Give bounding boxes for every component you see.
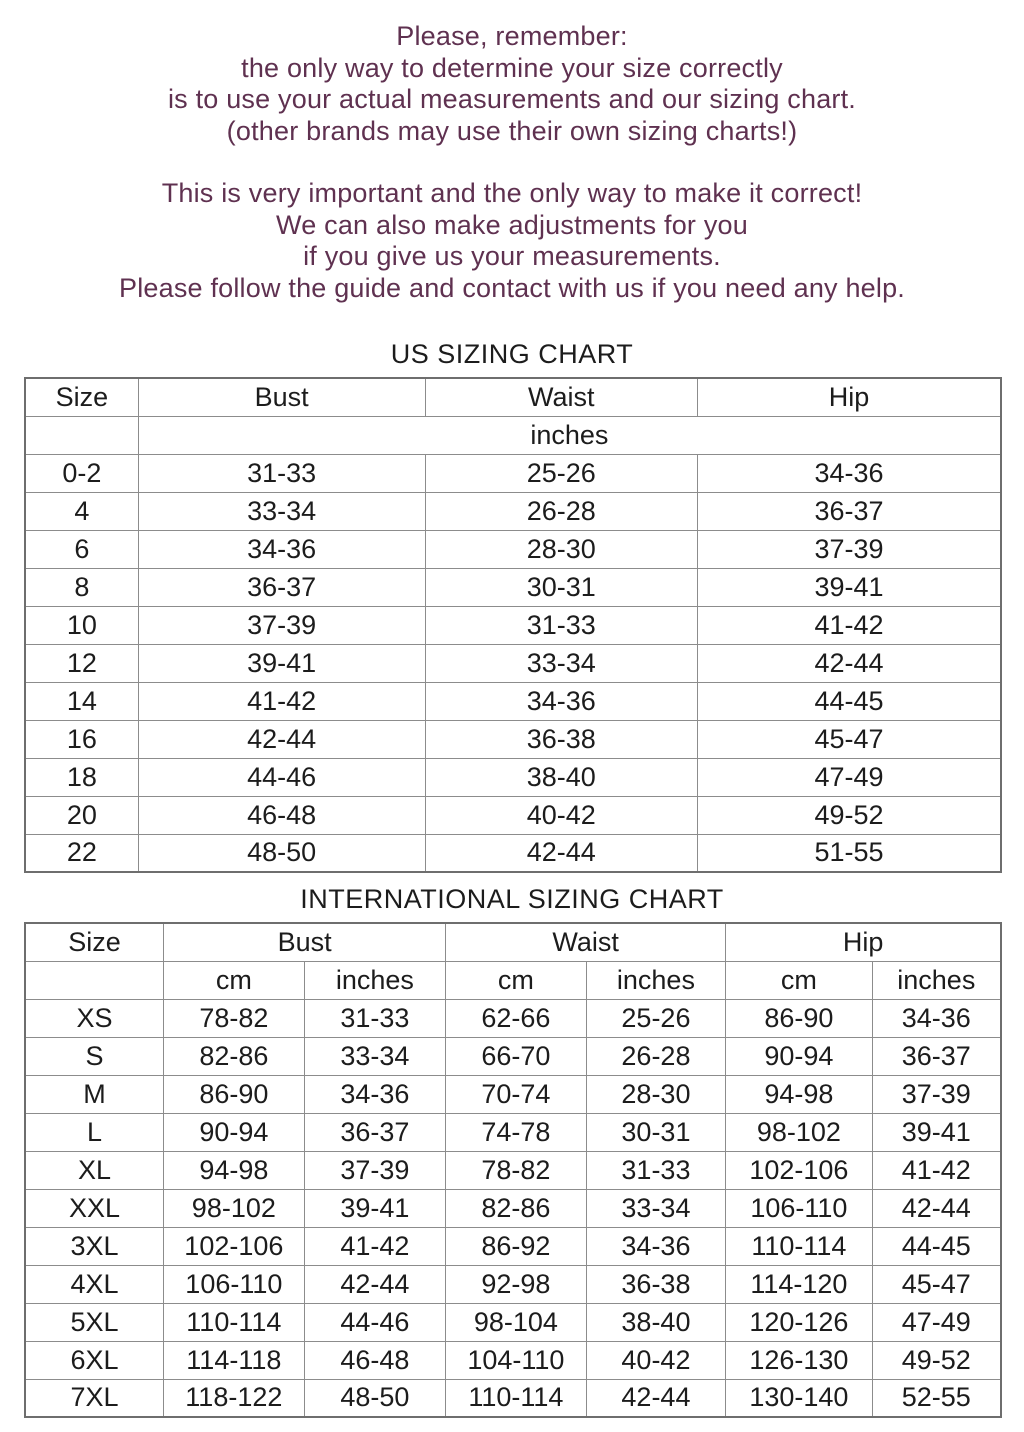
table-cell: L [25, 1113, 164, 1151]
table-cell: 36-37 [304, 1113, 446, 1151]
table-cell: 86-90 [164, 1075, 305, 1113]
table-cell: 34-36 [138, 530, 425, 568]
table-cell: 104-110 [446, 1341, 587, 1379]
table-row [25, 720, 1001, 758]
table-row [25, 1227, 1001, 1265]
table-cell: 6 [25, 530, 138, 568]
table-cell: 7XL [25, 1379, 164, 1417]
table-cell: 36-38 [586, 1265, 726, 1303]
intro-text [0, 0, 1024, 304]
table-cell: 102-106 [726, 1151, 872, 1189]
intro-line: Please, remember: [396, 21, 628, 51]
table-cell: 33-34 [586, 1189, 726, 1227]
table-cell: 28-30 [425, 530, 697, 568]
table-cell: 82-86 [164, 1037, 305, 1075]
table-cell: XXL [25, 1189, 164, 1227]
international-chart-title: INTERNATIONAL SIZING CHART [300, 884, 724, 914]
table-cell: 44-45 [872, 1227, 1001, 1265]
table-cell: 120-126 [726, 1303, 872, 1341]
table-cell: 33-34 [425, 644, 697, 682]
table-cell: 31-33 [138, 454, 425, 492]
table-cell: 102-106 [164, 1227, 305, 1265]
intro-line: We can also make adjustments for you [276, 209, 748, 240]
table-cell: 34-36 [425, 682, 697, 720]
table-cell: 4 [25, 492, 138, 530]
table-cell: 42-44 [872, 1189, 1001, 1227]
intro-paragraph-1 [0, 21, 1024, 147]
table-cell: 39-41 [697, 568, 1001, 606]
table-cell: 44-45 [697, 682, 1001, 720]
table-cell: 36-37 [872, 1037, 1001, 1075]
table-cell: 14 [25, 682, 138, 720]
intro-paragraph-2 [0, 178, 1024, 304]
table-cell: 44-46 [304, 1303, 446, 1341]
intro-line: (other brands may use their own sizing charts!) [226, 115, 798, 146]
table-cell: 45-47 [697, 720, 1001, 758]
table-cell: 110-114 [446, 1379, 587, 1417]
table-cell: 66-70 [446, 1037, 587, 1075]
table-cell: 41-42 [872, 1151, 1001, 1189]
table-row [25, 1113, 1001, 1151]
table-cell: 90-94 [164, 1113, 305, 1151]
table-cell: 118-122 [164, 1379, 305, 1417]
table-cell: 36-37 [697, 492, 1001, 530]
table-cell: 40-42 [586, 1341, 726, 1379]
table-cell: 51-55 [697, 834, 1001, 872]
table-row [25, 999, 1001, 1037]
table-cell: 0-2 [25, 454, 138, 492]
table-cell: XS [25, 999, 164, 1037]
table-cell: 45-47 [872, 1265, 1001, 1303]
table-row [25, 1075, 1001, 1113]
table-cell: 37-39 [304, 1151, 446, 1189]
table-row [25, 644, 1001, 682]
table-cell: 39-41 [304, 1189, 446, 1227]
table-cell: 46-48 [138, 796, 425, 834]
table-cell: 4XL [25, 1265, 164, 1303]
international-sizing-table [24, 922, 1002, 1418]
table-cell: 42-44 [138, 720, 425, 758]
table-row [25, 568, 1001, 606]
intro-line: is to use your actual measurements and our sizing chart. [167, 84, 857, 114]
table-cell: 5XL [25, 1303, 164, 1341]
unit-label-inches: inches [872, 961, 1001, 999]
table-cell: 78-82 [446, 1151, 587, 1189]
table-cell: 86-92 [446, 1227, 587, 1265]
table-cell: 42-44 [697, 644, 1001, 682]
table-cell: 33-34 [138, 492, 425, 530]
table-cell: 70-74 [446, 1075, 587, 1113]
unit-label-inches: inches [304, 961, 446, 999]
table-row [25, 758, 1001, 796]
intl-unit-row [25, 961, 1001, 999]
table-row [25, 1189, 1001, 1227]
table-cell: 12 [25, 644, 138, 682]
column-header-waist: Waist [425, 378, 697, 416]
table-cell: 48-50 [138, 834, 425, 872]
us-unit-row [25, 416, 1001, 454]
intro-line: This is very important and the only way to make it correct! [161, 178, 863, 208]
table-cell: 33-34 [304, 1037, 446, 1075]
column-header-size: Size [25, 378, 138, 416]
table-cell: 26-28 [425, 492, 697, 530]
table-cell: 28-30 [586, 1075, 726, 1113]
column-header-hip: Hip [726, 923, 1001, 961]
us-sizing-table [24, 377, 1002, 873]
table-cell: S [25, 1037, 164, 1075]
table-cell: 110-114 [726, 1227, 872, 1265]
table-row [25, 1265, 1001, 1303]
table-cell: 106-110 [726, 1189, 872, 1227]
column-header-bust: Bust [138, 378, 425, 416]
table-cell: 47-49 [872, 1303, 1001, 1341]
table-cell: 46-48 [304, 1341, 446, 1379]
table-cell: 98-102 [726, 1113, 872, 1151]
table-row [25, 530, 1001, 568]
table-cell: 40-42 [425, 796, 697, 834]
table-cell: 92-98 [446, 1265, 587, 1303]
table-cell: 18 [25, 758, 138, 796]
column-header-waist: Waist [446, 923, 726, 961]
table-cell: 26-28 [586, 1037, 726, 1075]
table-cell: 130-140 [726, 1379, 872, 1417]
table-row [25, 682, 1001, 720]
table-cell: 34-36 [697, 454, 1001, 492]
table-cell: 34-36 [304, 1075, 446, 1113]
table-cell: 98-102 [164, 1189, 305, 1227]
table-cell: XL [25, 1151, 164, 1189]
table-cell: 34-36 [872, 999, 1001, 1037]
table-cell: 16 [25, 720, 138, 758]
table-cell: 42-44 [586, 1379, 726, 1417]
table-cell: 106-110 [164, 1265, 305, 1303]
table-cell: 34-36 [586, 1227, 726, 1265]
table-cell: 30-31 [425, 568, 697, 606]
table-cell: 36-38 [425, 720, 697, 758]
table-row [25, 1341, 1001, 1379]
intro-line: the only way to determine your size correctly [241, 52, 783, 83]
table-cell: 30-31 [586, 1113, 726, 1151]
table-cell: 22 [25, 834, 138, 872]
table-cell: 126-130 [726, 1341, 872, 1379]
table-row [25, 1151, 1001, 1189]
unit-label-inches: inches [586, 961, 726, 999]
empty-cell [25, 416, 138, 454]
table-cell: 31-33 [425, 606, 697, 644]
table-cell: 44-46 [138, 758, 425, 796]
column-header-bust: Bust [164, 923, 446, 961]
table-cell: 37-39 [138, 606, 425, 644]
table-cell: 25-26 [425, 454, 697, 492]
table-cell: 86-90 [726, 999, 872, 1037]
table-cell: 42-44 [425, 834, 697, 872]
table-cell: 74-78 [446, 1113, 587, 1151]
column-header-hip: Hip [697, 378, 1001, 416]
table-cell: 25-26 [586, 999, 726, 1037]
table-row [25, 606, 1001, 644]
us-header-row [25, 378, 1001, 416]
table-cell: 41-42 [304, 1227, 446, 1265]
table-cell: 114-118 [164, 1341, 305, 1379]
table-cell: 3XL [25, 1227, 164, 1265]
table-cell: 41-42 [697, 606, 1001, 644]
table-cell: 62-66 [446, 999, 587, 1037]
table-row [25, 454, 1001, 492]
table-cell: 49-52 [697, 796, 1001, 834]
table-cell: M [25, 1075, 164, 1113]
table-cell: 20 [25, 796, 138, 834]
table-cell: 37-39 [872, 1075, 1001, 1113]
table-cell: 38-40 [586, 1303, 726, 1341]
column-header-size: Size [25, 923, 164, 961]
table-row [25, 492, 1001, 530]
table-cell: 114-120 [726, 1265, 872, 1303]
table-cell: 10 [25, 606, 138, 644]
table-row [25, 1379, 1001, 1417]
unit-label: inches [138, 416, 1001, 454]
table-cell: 94-98 [726, 1075, 872, 1113]
table-cell: 78-82 [164, 999, 305, 1037]
table-cell: 41-42 [138, 682, 425, 720]
table-cell: 82-86 [446, 1189, 587, 1227]
table-row [25, 1037, 1001, 1075]
table-cell: 48-50 [304, 1379, 446, 1417]
table-cell: 52-55 [872, 1379, 1001, 1417]
table-cell: 42-44 [304, 1265, 446, 1303]
table-cell: 49-52 [872, 1341, 1001, 1379]
table-cell: 8 [25, 568, 138, 606]
intro-line: if you give us your measurements. [303, 241, 721, 271]
table-row [25, 796, 1001, 834]
table-cell: 36-37 [138, 568, 425, 606]
table-cell: 90-94 [726, 1037, 872, 1075]
table-cell: 47-49 [697, 758, 1001, 796]
table-row [25, 834, 1001, 872]
table-cell: 94-98 [164, 1151, 305, 1189]
table-cell: 6XL [25, 1341, 164, 1379]
table-cell: 39-41 [138, 644, 425, 682]
table-cell: 110-114 [164, 1303, 305, 1341]
us-chart-title: US SIZING CHART [390, 339, 634, 369]
table-cell: 38-40 [425, 758, 697, 796]
unit-label-cm: cm [446, 961, 587, 999]
table-cell: 31-33 [586, 1151, 726, 1189]
unit-label-cm: cm [164, 961, 305, 999]
table-cell: 98-104 [446, 1303, 587, 1341]
table-cell: 31-33 [304, 999, 446, 1037]
table-row [25, 1303, 1001, 1341]
intro-line: Please follow the guide and contact with us if you need any help. [118, 272, 905, 303]
intl-header-row [25, 923, 1001, 961]
empty-cell [25, 961, 164, 999]
table-cell: 37-39 [697, 530, 1001, 568]
table-cell: 39-41 [872, 1113, 1001, 1151]
unit-label-cm: cm [726, 961, 872, 999]
